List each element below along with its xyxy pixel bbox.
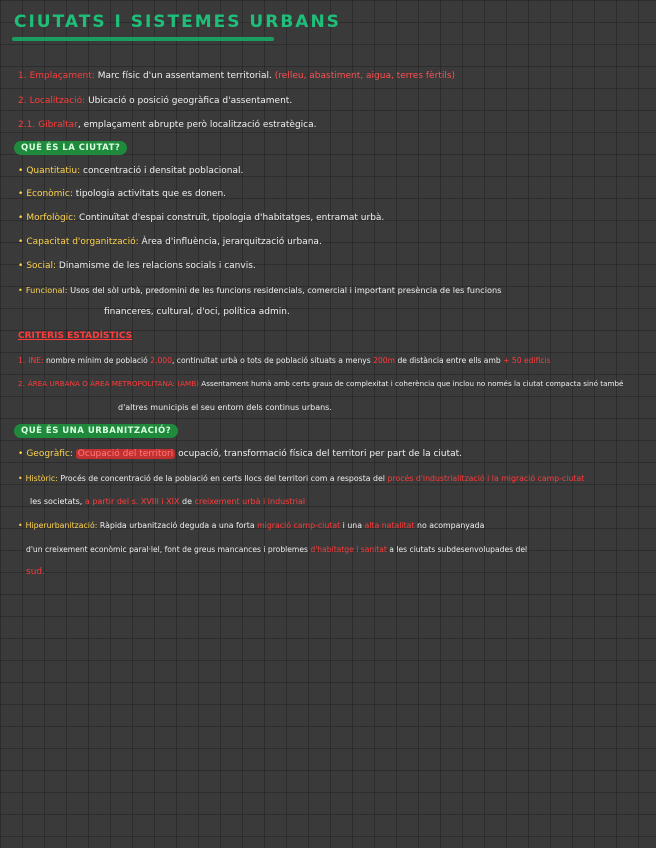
city-item xyxy=(18,188,226,201)
def-number: 2. xyxy=(18,96,27,106)
bullet-dot: • xyxy=(18,521,23,530)
def-number: 2.1. xyxy=(18,120,36,130)
item-text: de xyxy=(182,497,193,506)
criteria-text: d'altres municipis xyxy=(118,403,189,412)
urb-item-historic-continuation xyxy=(30,495,305,508)
item-label: Social: xyxy=(26,261,57,271)
urb-item-hiperurbanitzacio-continuation xyxy=(26,543,527,556)
city-item xyxy=(18,260,256,273)
city-item xyxy=(18,212,384,225)
item-label: Econòmic: xyxy=(26,189,73,199)
item-label: Capacitat d'organització: xyxy=(26,237,139,247)
criteria-value: 2.000 xyxy=(150,356,172,365)
section-heading-urbanitzacio: QUÈ ÉS UNA URBANITZACIÓ? xyxy=(14,424,178,438)
def-gibraltar xyxy=(18,119,316,132)
def-number: 1. xyxy=(18,71,27,81)
section-heading-criteris: CRITERIS ESTADÍSTICS xyxy=(18,331,133,341)
bullet-dot: • xyxy=(18,237,24,247)
criteria-label: ÀREA URBANA O ÀREA METROPOLITANA: xyxy=(27,379,176,388)
item-label: Històric: xyxy=(25,474,58,483)
bullet-dot: • xyxy=(18,261,24,271)
criteria-value: 200m xyxy=(373,356,396,365)
item-red-text: migració camp-ciutat xyxy=(257,521,341,530)
item-red-text: d'habitatge i sanitat xyxy=(310,545,387,554)
criteria-text: , continuïtat urbà o tots de població situats a menys xyxy=(171,356,371,365)
city-item xyxy=(18,165,243,178)
urb-item-hiperurbanitzacio xyxy=(18,519,484,532)
bullet-dot: • xyxy=(18,189,24,199)
item-text: Dinamisme de les relacions socials i canvis. xyxy=(58,261,256,271)
def-extra: (relleu, abastiment, aigua, terres fèrtils) xyxy=(274,71,456,81)
criteria-ine xyxy=(18,354,551,367)
item-text: i una xyxy=(342,521,362,530)
def-emplacament xyxy=(18,70,455,83)
item-text: Continuïtat d'espai construït, tipologia d'habitatges, entramat urbà. xyxy=(79,213,385,223)
item-label: Funcional: xyxy=(25,285,68,295)
item-red-text: creixement urbà i industrial xyxy=(194,497,306,506)
def-text: Marc físic d'un assentament territorial. xyxy=(97,71,272,81)
criteria-number: 2. xyxy=(18,379,25,388)
bullet-dot: • xyxy=(18,285,23,295)
item-red-text: alta natalitat xyxy=(364,521,415,530)
def-term: Gibraltar xyxy=(38,120,78,130)
criteria-text: Assentament humà amb certs graus de complexitat i coherència que inclou no només la ciutat compacta sinó també xyxy=(201,379,624,388)
item-text: Ràpida urbanització deguda a una forta xyxy=(99,521,255,530)
bullet-dot: • xyxy=(18,474,23,483)
def-term: Emplaçament: xyxy=(29,71,95,81)
page-title: CIUTATS I SISTEMES URBANS xyxy=(14,12,341,32)
item-label: Hiperurbanització: xyxy=(25,521,98,530)
item-red-text: sud. xyxy=(26,567,45,577)
item-text: les societats, xyxy=(30,497,83,506)
item-text: d'un creixement econòmic paral·lel, font de greus mancances i problemes xyxy=(26,545,308,554)
criteria-text: de distància entre ells amb xyxy=(397,356,501,365)
item-label: Quantitatiu: xyxy=(26,166,81,176)
item-text: a les ciutats subdesenvolupades del xyxy=(389,545,528,554)
city-item-continuation xyxy=(104,306,290,319)
def-text: Ubicació o posició geogràfica d'assentament. xyxy=(88,96,293,106)
bullet-dot: • xyxy=(18,213,24,223)
item-text: concentració i densitat poblacional. xyxy=(83,166,244,176)
urb-item-geografic xyxy=(18,448,462,461)
item-text: ocupació, transformació física del territori per part de la ciutat. xyxy=(178,449,463,459)
def-text: , emplaçament abrupte però localització estratègica. xyxy=(77,120,317,130)
item-text: Usos del sòl urbà, predomini de les funcions residencials, comercial i important presència de les funcions xyxy=(70,285,502,295)
item-label: Geogràfic: xyxy=(26,449,73,459)
item-text: financeres, cultural, d'oci, política admin. xyxy=(104,307,290,317)
item-red-text: procés d'industrialització i la migració camp-ciutat xyxy=(387,474,585,483)
section-heading-ciutat: QUÈ ÉS LA CIUTAT? xyxy=(14,141,127,155)
bullet-dot: • xyxy=(18,166,24,176)
bullet-dot: • xyxy=(18,449,24,459)
criteria-text: nombre mínim de població xyxy=(45,356,148,365)
city-item xyxy=(18,236,322,249)
item-red-text: a partir del s. XVIII i XIX xyxy=(84,497,180,506)
criteria-value: + 50 edificis xyxy=(503,356,551,365)
item-text: tipologia activitats que es donen. xyxy=(75,189,227,199)
def-term: Localització: xyxy=(29,96,86,106)
highlighted-term: Ocupació del territori xyxy=(77,449,174,459)
item-text: Procés de concentració de la població en certs llocs del territori com a resposta del xyxy=(60,474,385,483)
urb-item-hiperurbanitzacio-end xyxy=(26,566,45,579)
title-underline xyxy=(12,37,274,41)
item-text: no acompanyada xyxy=(417,521,485,530)
criteria-amb-continuation xyxy=(118,401,332,414)
criteria-value: (AMB) xyxy=(177,379,199,388)
def-localitzacio xyxy=(18,95,292,108)
city-item xyxy=(18,284,501,297)
item-text: Àrea d'influència, jerarquització urbana. xyxy=(141,237,322,247)
criteria-amb xyxy=(18,377,623,390)
item-label: Morfològic: xyxy=(26,213,77,223)
urb-item-historic xyxy=(18,472,584,485)
criteria-label: INE: xyxy=(28,356,44,365)
criteria-number: 1. xyxy=(18,356,26,365)
criteria-text: el seu entorn dels continus urbans. xyxy=(191,403,332,412)
